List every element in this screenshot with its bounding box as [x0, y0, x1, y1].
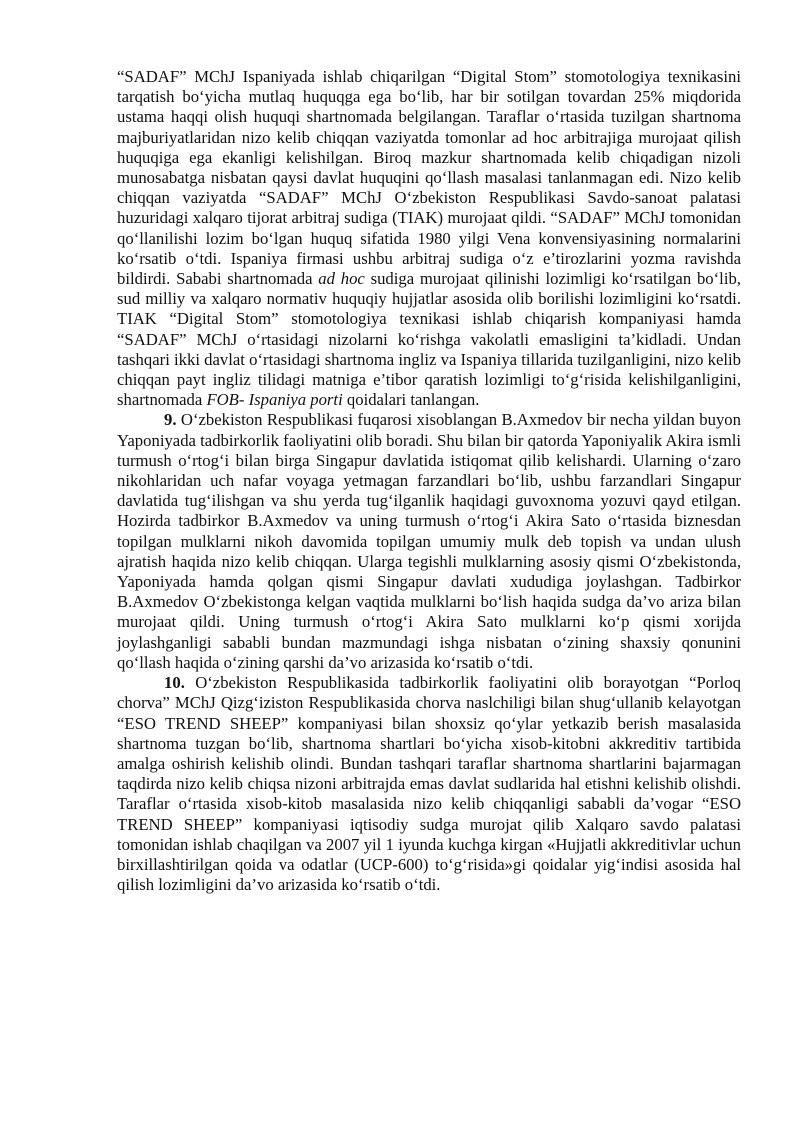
- document-page: [117, 67, 741, 895]
- paragraph-case-10: [117, 673, 741, 895]
- paragraph-case-9: [117, 410, 741, 673]
- paragraph-sadaf-case: [117, 67, 741, 410]
- paragraph-text: qoidalari tanlangan.: [342, 390, 480, 410]
- paragraph-italic-text: FOB- Ispaniya porti: [206, 390, 343, 410]
- paragraph-text: sudiga murojaat qilinishi lozimligi ko‘rsatilgan bo‘lib, sud milliy va xalqaro normativ huquqiy hujjatlar asosida olib borilishi lozimligini ko‘rsatdi. TIAK “Digital Stom” stomotologiya texnikasi ishlab chiqarish kompaniyasi hamda “SADAF” MChJ o‘rtasidagi nizolarni ko‘rishga vakolatli emasligini ta’kidladi. Undan tashqari ikki davlat o‘rtasidagi shartnoma ingliz va Ispaniya tillarida tuzilganligini, nizo kelib chiqqan payt ingliz tilidagi matniga e’tibor qaratish lozimligi to‘g‘risida kelishilganligini, shartnomada: [117, 269, 741, 410]
- paragraph-text: O‘zbekiston Respublikasida tadbirkorlik faoliyatini olib borayotgan “Porloq chorva” MChJ Qizg‘iziston Respublikasida chorva naslchiligi bilan shug‘ullanib kelayotgan “ESO TREND SHEEP” kompaniyasi bilan shoxsiz qo‘ylar yetkazib berish masalasida shartnoma tuzgan bo‘lib, shartnoma shartlari bo‘yicha xisob-kitobni akkreditiv tartibida amalga oshirish kelishib olindi. Bundan tashqari taraflar shartnoma shartlarini bajarmagan taqdirda nizo kelib chiqsa nizoni arbitrajda emas davlat sudlarida hal etishni kelishib olishdi. Taraflar o‘rtasida xisob-kitob masalasida nizo kelib chiqqanligi sababli da’vogar “ESO TREND SHEEP” kompaniyasi iqtisodiy sudga murojat qilib Xalqaro savdo palatasi tomonidan ishlab chaqilgan va 2007 yil 1 iyunda kuchga kirgan «Hujjatli akkreditivlar uchun birxillashtirilgan qoida va odatlar (UCP-600) to‘g‘risida»gi qoidalar yig‘indisi asosida hal qilish lozimligini da’vo arizasida ko‘rsatib o‘tdi.: [117, 673, 741, 895]
- case-number: 9.: [164, 410, 177, 430]
- paragraph-text: “SADAF” MChJ Ispaniyada ishlab chiqarilgan “Digital Stom” stomotologiya texnikasini tarqatish bo‘yicha mutlaq huquqga ega bo‘lib, har bir sotilgan tovardan 25% miqdorida ustama haqqi olish huquqi shartnomada belgilangan. Taraflar o‘rtasida tuzilgan shartnoma majburiyatlaridan nizo kelib chiqqan vaziyatda tomonlar ad hoc arbitrajiga murojaat qilish huquqiga ega ekanligi kelishilgan. Biroq mazkur shartnomada kelib chiqadigan nizoli munosabatga nisbatan qaysi davlat huquqini qo‘llash masalasi tanlanmagan edi. Nizo kelib chiqqan vaziyatda “SADAF” MChJ O‘zbekiston Respublikasi Savdo-sanoat palatasi huzuridagi xalqaro tijorat arbitraj sudiga (TIAK) murojaat qildi. “SADAF” MChJ tomonidan qo‘llanilishi lozim bo‘lgan huquq sifatida 1980 yilgi Vena konvensiyasining normalarini ko‘rsatib o‘tdi. Ispaniya firmasi ushbu arbitraj sudiga o‘z e’tirozlarini yozma ravishda bildirdi. Sababi shartnomada: [117, 67, 741, 289]
- paragraph-text: O‘zbekiston Respublikasi fuqarosi xisoblangan B.Axmedov bir necha yildan buyon Yaponiyada tadbirkorlik faoliyatini olib boradi. Shu bilan bir qatorda Yaponiyalik Akira ismli turmush o‘rtog‘i bilan birga Singapur davlatida istiqomat qilib kelishardi. Ularning o‘zaro nikohlaridan uch nafar voyaga yetmagan farzandlari bo‘lib, ushbu farzandlari Singapur davlatida tug‘ilishgan va shu yerda tug‘ilganlik haqidagi guvoxnoma yozuvi qayd etilgan. Hozirda tadbirkor B.Axmedov va uning turmush o‘rtog‘i Akira Sato o‘rtasida biznesdan topilgan mulklarni nikoh davomida topilgan umumiy mulk deb topish va undan ulush ajratish haqida nizo kelib chiqqan. Ularga tegishli mulklarning asosiy qismi O‘zbekistonda, Yaponiyada hamda qolgan qismi Singapur davlati xududiga joylashgan. Tadbirkor B.Axmedov O‘zbekistonga kelgan vaqtida mulklarni bo‘lish haqida sudga da’vo ariza bilan murojaat qildi. Uning turmush o‘rtog‘i Akira Sato mulklarni ko‘p qismi xorijda joylashganligi sababli bundan mazmundagi ishga nisbatan o‘zining shaxsiy qonunini qo‘llash haqida o‘zining qarshi da’vo arizasida ko‘rsatib o‘tdi.: [117, 410, 741, 672]
- case-number: 10.: [164, 673, 185, 693]
- paragraph-italic-text: ad hoc: [318, 269, 365, 289]
